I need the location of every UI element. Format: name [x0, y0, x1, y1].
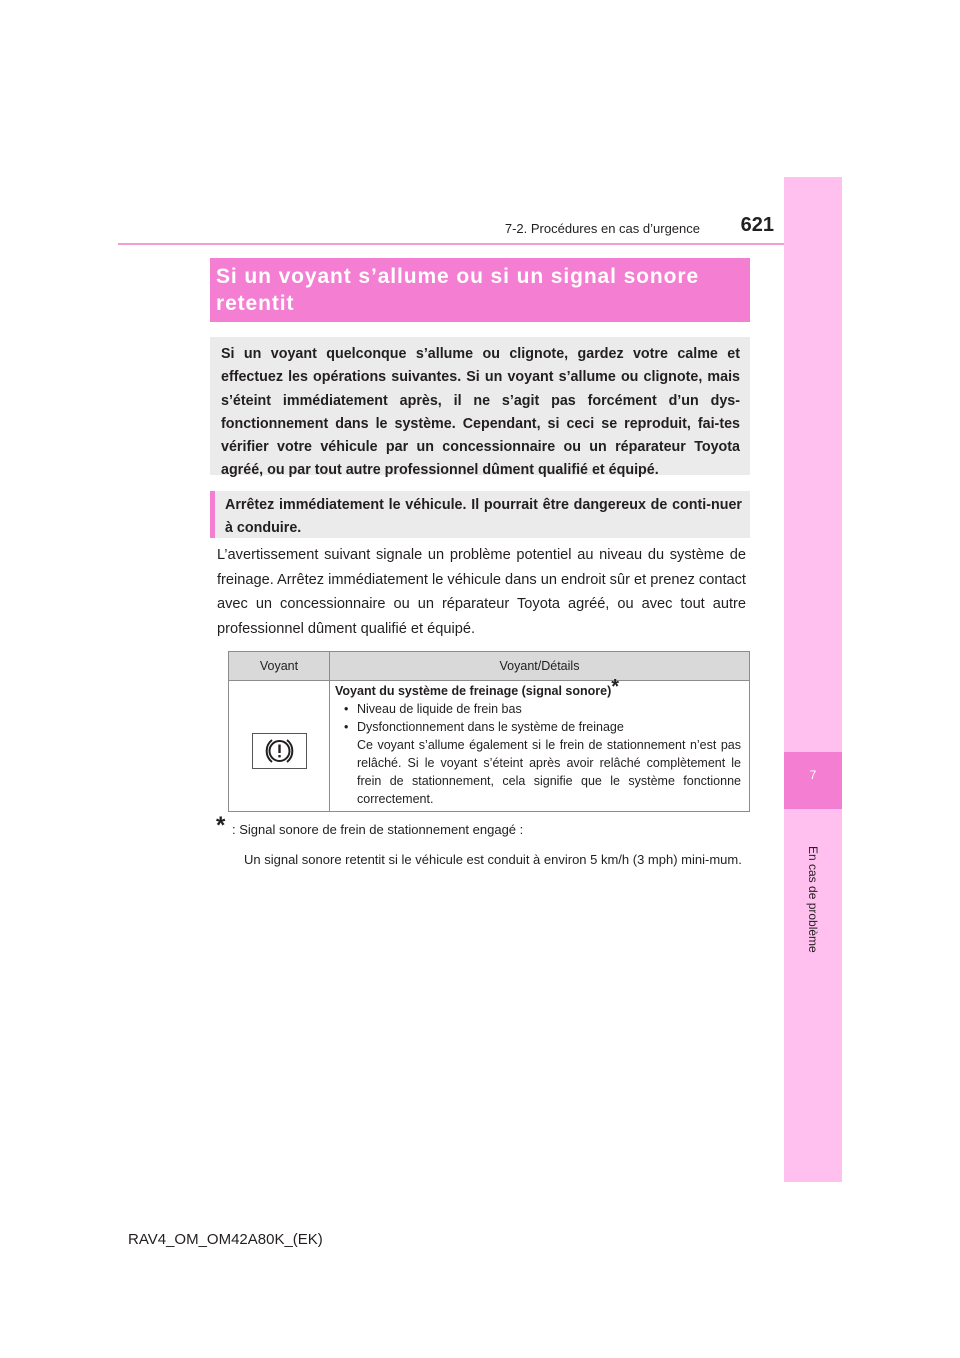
brake-warning-icon — [252, 733, 307, 769]
body-paragraph: L’avertissement suivant signale un problème potentiel au niveau du système de freinage. Arrêtez immédiatement le véhicule dans un endroit sûr et prenez contact avec un concessionnaire ou un réparateur Toyota agréé, ou avec tout autre professionnel dûment qualifié et équipé. — [217, 547, 746, 637]
section-title — [216, 263, 745, 317]
list-item: • Dysfonctionnement dans le système de freinage — [344, 720, 624, 734]
table-header-details: Voyant/Détails — [499, 659, 580, 673]
chapter-number: 7 — [809, 768, 817, 782]
table-header-voyant: Voyant — [259, 659, 299, 673]
chapter-side-tab — [784, 177, 842, 1182]
page-number: 621 — [740, 214, 774, 236]
header-rule — [118, 243, 842, 245]
section-title-line1: Si un voyant s’allume ou si un signal sonore — [216, 265, 700, 288]
warning-text: Arrêtez immédiatement le véhicule. Il pourrait être dangereux de conti-nuer à conduire. — [225, 497, 742, 536]
document-code: RAV4_OM_OM42A80K_(EK) — [128, 1231, 323, 1248]
chapter-label: En cas de problème — [806, 846, 820, 953]
list-item: • Niveau de liquide de frein bas — [344, 702, 522, 716]
bullet-mark: • — [344, 720, 349, 734]
intro-text: Si un voyant quelconque s’allume ou clignote, gardez votre calme et effectuez les opérations suivantes. Si un voyant s’allume ou clignote, mais s’éteint immédiatement après, il ne s’agit pas forcément d’un dys-fonctionnement dans le système. Cependant, si ceci se reproduit, fai-tes vérifier votre véhicule par un concessionnaire ou un réparateur Toyota agréé, ou par tout autre professionnel dûment qualifié et équipé. — [221, 346, 740, 479]
table-header-row — [229, 652, 749, 681]
footnote-mark: * — [611, 675, 620, 698]
section-title-box — [210, 258, 750, 322]
section-heading: 7-2. Procédures en cas d’urgence — [504, 221, 700, 236]
warning-light-title: Voyant du système de freinage (signal sonore)* — [335, 675, 620, 698]
section-title-line2: retentit — [216, 292, 295, 315]
warning-box — [210, 491, 750, 538]
footnote-title: : Signal sonore de frein de stationnement engagé : — [232, 822, 524, 837]
footnote-star: * — [216, 812, 226, 839]
intro-box — [210, 337, 750, 479]
table-column-divider — [329, 652, 330, 811]
bullet-mark: • — [344, 702, 349, 716]
brake-warning-icon-graphic — [253, 734, 306, 768]
table-cell-details — [335, 675, 741, 808]
warning-light-table — [228, 651, 750, 812]
warning-light-description: Ce voyant s’allume également si le frein de stationnement n’est pas relâché. Si le voyant s’éteint après avoir relâché complètement le frein de stationnement, cela signifie que le système fonctionne correctement. — [357, 738, 741, 806]
footnote-text: Un signal sonore retentit si le véhicule est conduit à environ 5 km/h (3 mph) mini-mum. — [244, 852, 742, 867]
